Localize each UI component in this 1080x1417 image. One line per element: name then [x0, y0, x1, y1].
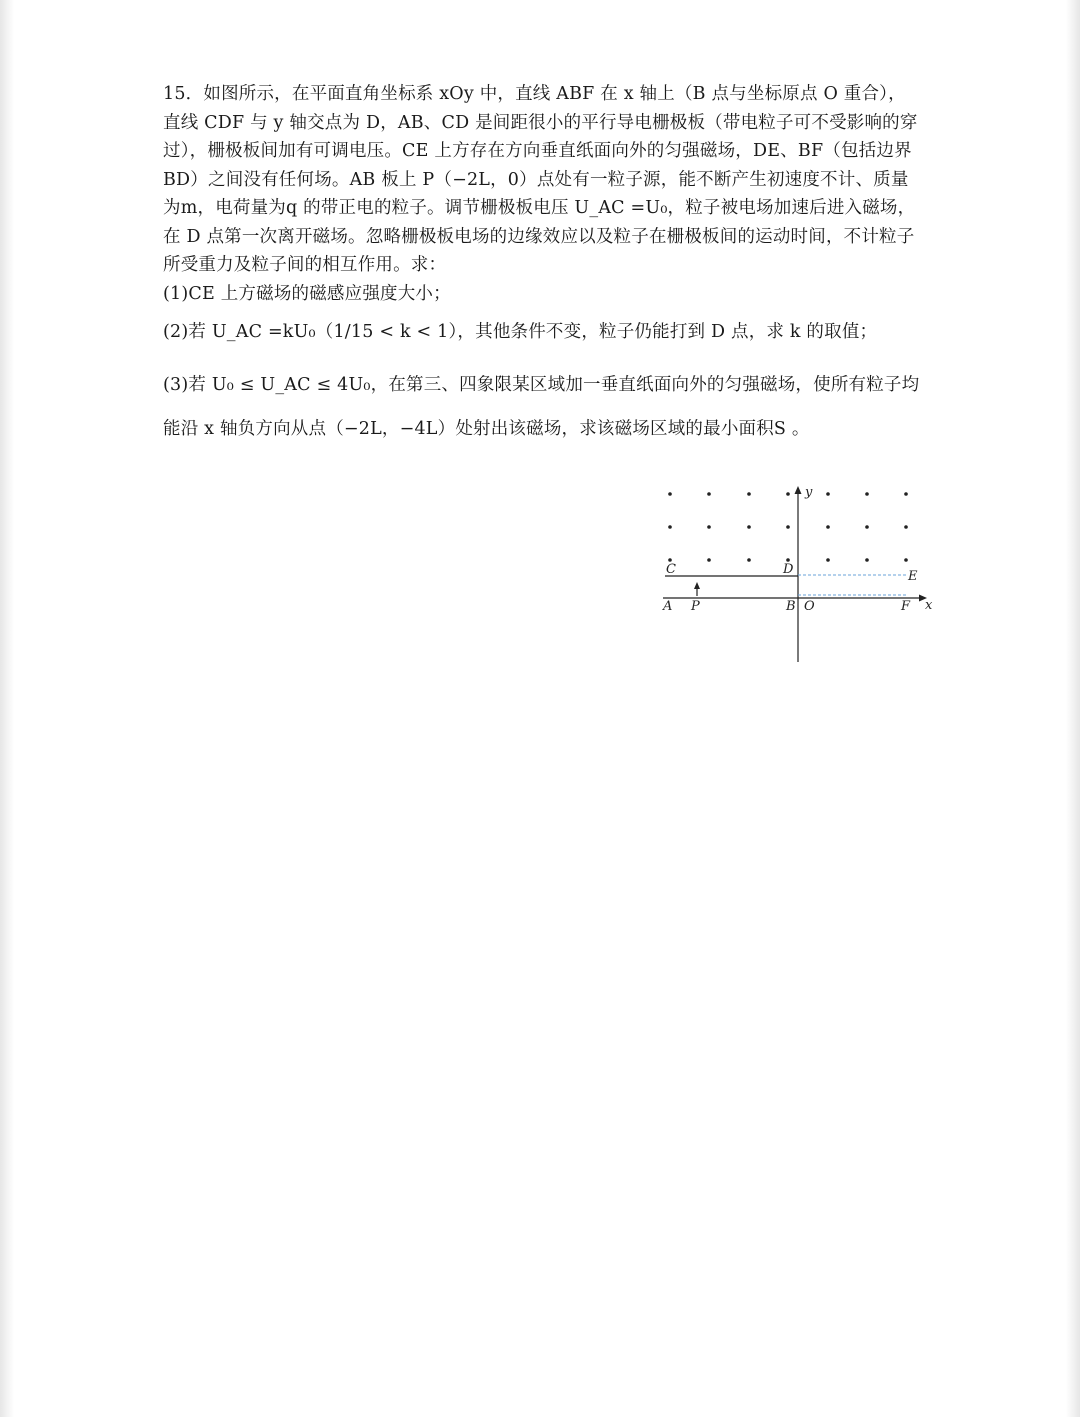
physics-diagram: [655, 480, 945, 665]
label-x: x: [925, 598, 933, 613]
label-p: P: [691, 599, 700, 614]
label-b: B: [786, 599, 796, 614]
source-arrow-head: [694, 582, 700, 589]
y-axis-arrow: [795, 486, 802, 494]
page-edge-left: [0, 0, 14, 1417]
label-c: C: [666, 562, 676, 577]
problem-intro: 15．如图所示，在平面直角坐标系 xOy 中，直线 ABF 在 x 轴上（B 点与坐标原点 O 重合），直线 CDF 与 y 轴交点为 D，AB、CD 是间距很小的平行导电栅极板（带电粒子可不受影响的穿过），栅极板间加有可调电压。CE 上方存在方向垂直纸面向外的匀强磁场，DE、BF（包括边界 BD）之间没有任何场。AB 板上 P（−2L，0）点处有一粒子源，能不断产生初速度不计、质量为m，电荷量为q 的带正电的粒子。调节栅极板电压 U_AC =U₀，粒子被电场加速后进入磁场，在 D 点第一次离开磁场。忽略栅极板电场的边缘效应以及粒子在栅极板间的运动时间，不计粒子所受重力及粒子间的相互作用。求：: [163, 84, 918, 275]
page-edge-right: [1066, 0, 1080, 1417]
label-f: F: [901, 599, 911, 614]
label-o: O: [804, 599, 815, 614]
field-dots: [668, 492, 908, 562]
label-y: y: [805, 485, 813, 500]
question-2: (2)若 U_AC =kU₀（1/15 < k < 1），其他条件不变，粒子仍能打到 D 点，求 k 的取值；: [163, 322, 878, 342]
label-d: D: [783, 562, 794, 577]
question-3: (3)若 U₀ ≤ U_AC ≤ 4U₀，在第三、四象限某区域加一垂直纸面向外的匀强磁场，使所有粒子均能沿 x 轴负方向从点（−2L，−4L）处射出该磁场，求该磁场区域的最小面积S 。: [163, 374, 920, 439]
problem-text: [163, 80, 923, 451]
label-a: A: [663, 599, 673, 614]
label-e: E: [908, 569, 918, 584]
diagram-svg: [655, 480, 945, 665]
question-1: (1)CE 上方磁场的磁感应强度大小；: [163, 283, 451, 304]
